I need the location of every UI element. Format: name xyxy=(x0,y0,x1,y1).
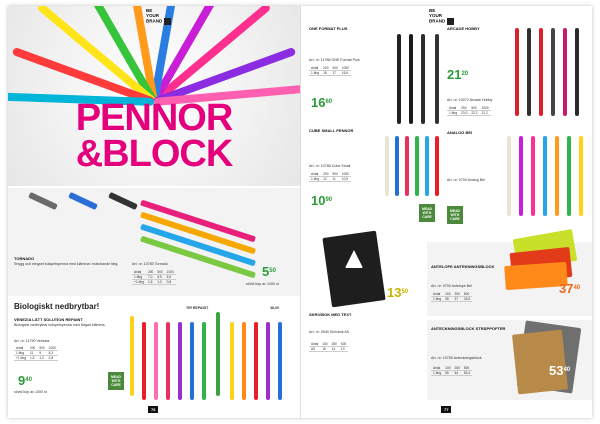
eco-badge: MEAD WITH CARE xyxy=(419,204,435,222)
pen-vertical xyxy=(567,136,571,216)
price: $9^{40}$ xyxy=(18,373,32,388)
article-number: Art. nr: 0709 Analog Bei xyxy=(447,178,485,182)
pen-vertical xyxy=(579,136,583,216)
article-number: Art. nr: 0940 Skrivbok A5 xyxy=(309,330,349,334)
pen-vertical xyxy=(405,136,409,196)
price-table: Antal 200 500 1000 1 färg 7,0 6,5 5,5 +1 färg 1,5 1,0 0,8 xyxy=(134,270,174,284)
brand-line-1: BE xyxy=(429,8,436,13)
catalog-spread xyxy=(8,6,592,418)
pen-vertical xyxy=(202,322,206,400)
pen-vertical xyxy=(166,322,170,400)
product-name: ANTECKNINGSBLOCK STRÄPPOFTER xyxy=(431,326,506,331)
hero-title-line-1: PENNOR xyxy=(75,97,233,139)
pen-vertical xyxy=(555,136,559,216)
product-description: Snygg och elegant kulspetspenna med klämma i matchande färg. xyxy=(14,262,119,266)
right-page xyxy=(300,6,592,418)
brand-line-3: BRAND xyxy=(146,18,163,24)
hero-title xyxy=(8,97,300,175)
brand-line-2: YOUR xyxy=(429,13,443,18)
product-name: ANALOG BEI xyxy=(447,130,473,135)
price: $53^{40}$ xyxy=(549,363,571,378)
product-name: ARCADE HOBBY xyxy=(447,26,480,31)
price-note: st/vid köp av 1000 st xyxy=(246,282,279,286)
eco-badge: MEAD WITH CARE xyxy=(447,206,463,224)
price-table: Antal 250 500 1000 1 färg 23,0 22,2 21,2 xyxy=(449,106,489,115)
hero-title-line-2: &BLOCK xyxy=(75,133,233,175)
article-number: Art. nr: 10072 Arcade Hobby xyxy=(447,98,493,102)
pen-vertical xyxy=(527,28,531,116)
product-name: CUBE SMALL PENNOR xyxy=(309,128,354,133)
article-number: Art. nr: 11790 Venezia xyxy=(14,339,50,343)
hero-image xyxy=(8,6,300,186)
pen-vertical xyxy=(515,28,519,116)
pen-vertical xyxy=(409,34,413,124)
pen-vertical xyxy=(266,322,270,400)
brand-line-2: YOUR xyxy=(146,13,160,18)
price-table: Antal 100 250 500 1 färg 55 54 53,4 xyxy=(433,366,471,375)
left-page xyxy=(8,6,300,418)
pen-vertical xyxy=(519,136,523,216)
eco-badge: MEAD WITH CARE xyxy=(108,372,124,390)
product-label: TIR REPAINT xyxy=(186,306,209,310)
pen-vertical xyxy=(435,34,439,124)
pen-vertical xyxy=(242,322,246,400)
section-heading: Biologiskt nedbrytbar! xyxy=(14,302,100,311)
price-table: Antal 200 500 1000 1 färg 12 11 10,9 xyxy=(311,172,349,181)
article-number: Art. nr: 10780 Tornado xyxy=(132,262,168,266)
black-notebook xyxy=(322,231,385,308)
notebook-kraft xyxy=(512,330,571,395)
price-note: st/vid köp av 1000 st xyxy=(14,390,47,394)
page-number: 77 xyxy=(441,406,451,413)
brand-mark-icon xyxy=(164,18,171,25)
pen-vertical xyxy=(216,312,220,396)
article-number: Art. nr: 10786 Cube Small xyxy=(309,164,351,168)
price: $10^{90}$ xyxy=(311,193,333,208)
pen-vertical xyxy=(421,34,425,124)
pen-vertical xyxy=(385,136,389,196)
pen-vertical xyxy=(397,34,401,124)
brand-line-1: BE xyxy=(146,8,153,13)
article-number: Art. nr: 11788 ONE Format Plus xyxy=(309,58,360,62)
price: $13^{50}$ xyxy=(387,285,409,300)
pen-vertical xyxy=(178,322,182,400)
product-description: Biologiskt nedbrytbar kulspetspenna med färgad klämma. xyxy=(14,323,106,327)
pen-vertical xyxy=(254,322,258,400)
pen-vertical xyxy=(563,28,567,116)
article-number: Art. nr: 10755 Anteckningsblock xyxy=(431,356,482,360)
pen-vertical xyxy=(507,136,511,216)
pen-vertical xyxy=(551,28,555,116)
price: $5^{50}$ xyxy=(262,264,276,279)
pen-vertical xyxy=(142,322,146,400)
product-name: SKRIVBOK MED TEXT xyxy=(309,312,352,317)
product-name: VENEZIA LÄTT SOLUTION REPAINT xyxy=(14,317,83,322)
pen-vertical xyxy=(539,28,543,116)
pen-vertical xyxy=(543,136,547,216)
pen-vertical xyxy=(415,136,419,196)
pen-vertical xyxy=(575,28,579,116)
pen-vertical xyxy=(278,322,282,400)
pen-vertical xyxy=(435,136,439,196)
article-number: Art. nr: 0700 Antelope Bei xyxy=(431,284,472,288)
price-table: Antal 100 250 500 A5 15 14 13 xyxy=(311,342,347,351)
brand-logo xyxy=(429,8,463,25)
pen-vertical xyxy=(190,322,194,400)
page-number: 76 xyxy=(148,406,158,413)
brand-mark-icon xyxy=(447,18,454,25)
product-code: 38,00 xyxy=(270,306,279,310)
pen-vertical xyxy=(395,136,399,196)
price-table: Antal 200 500 1000 1 färg 18 17 16,6 xyxy=(311,66,349,75)
price-table: Antal 200 500 1000 1 färg 11 9 8,3 +1 färg 1,5 1,0 0,8 xyxy=(16,346,56,360)
product-name: TORNADO xyxy=(14,256,35,261)
product-name: ANTELOPE ANTEKNINGSBLOCK xyxy=(431,264,495,269)
brand-logo xyxy=(146,8,180,25)
pen-vertical xyxy=(230,322,234,400)
price: $21^{20}$ xyxy=(447,67,469,82)
pen-vertical xyxy=(425,136,429,196)
price: $37^{40}$ xyxy=(559,281,581,296)
pen-vertical xyxy=(130,316,134,396)
price-table: Antal 100 250 500 1 färg 38 37 33,5 xyxy=(433,292,471,301)
product-name: ONE FORMAT PLUS xyxy=(309,26,348,31)
price: $16^{60}$ xyxy=(311,95,333,110)
pen-vertical xyxy=(154,322,158,400)
pen-vertical xyxy=(531,136,535,216)
brand-line-3: BRAND xyxy=(429,18,446,24)
